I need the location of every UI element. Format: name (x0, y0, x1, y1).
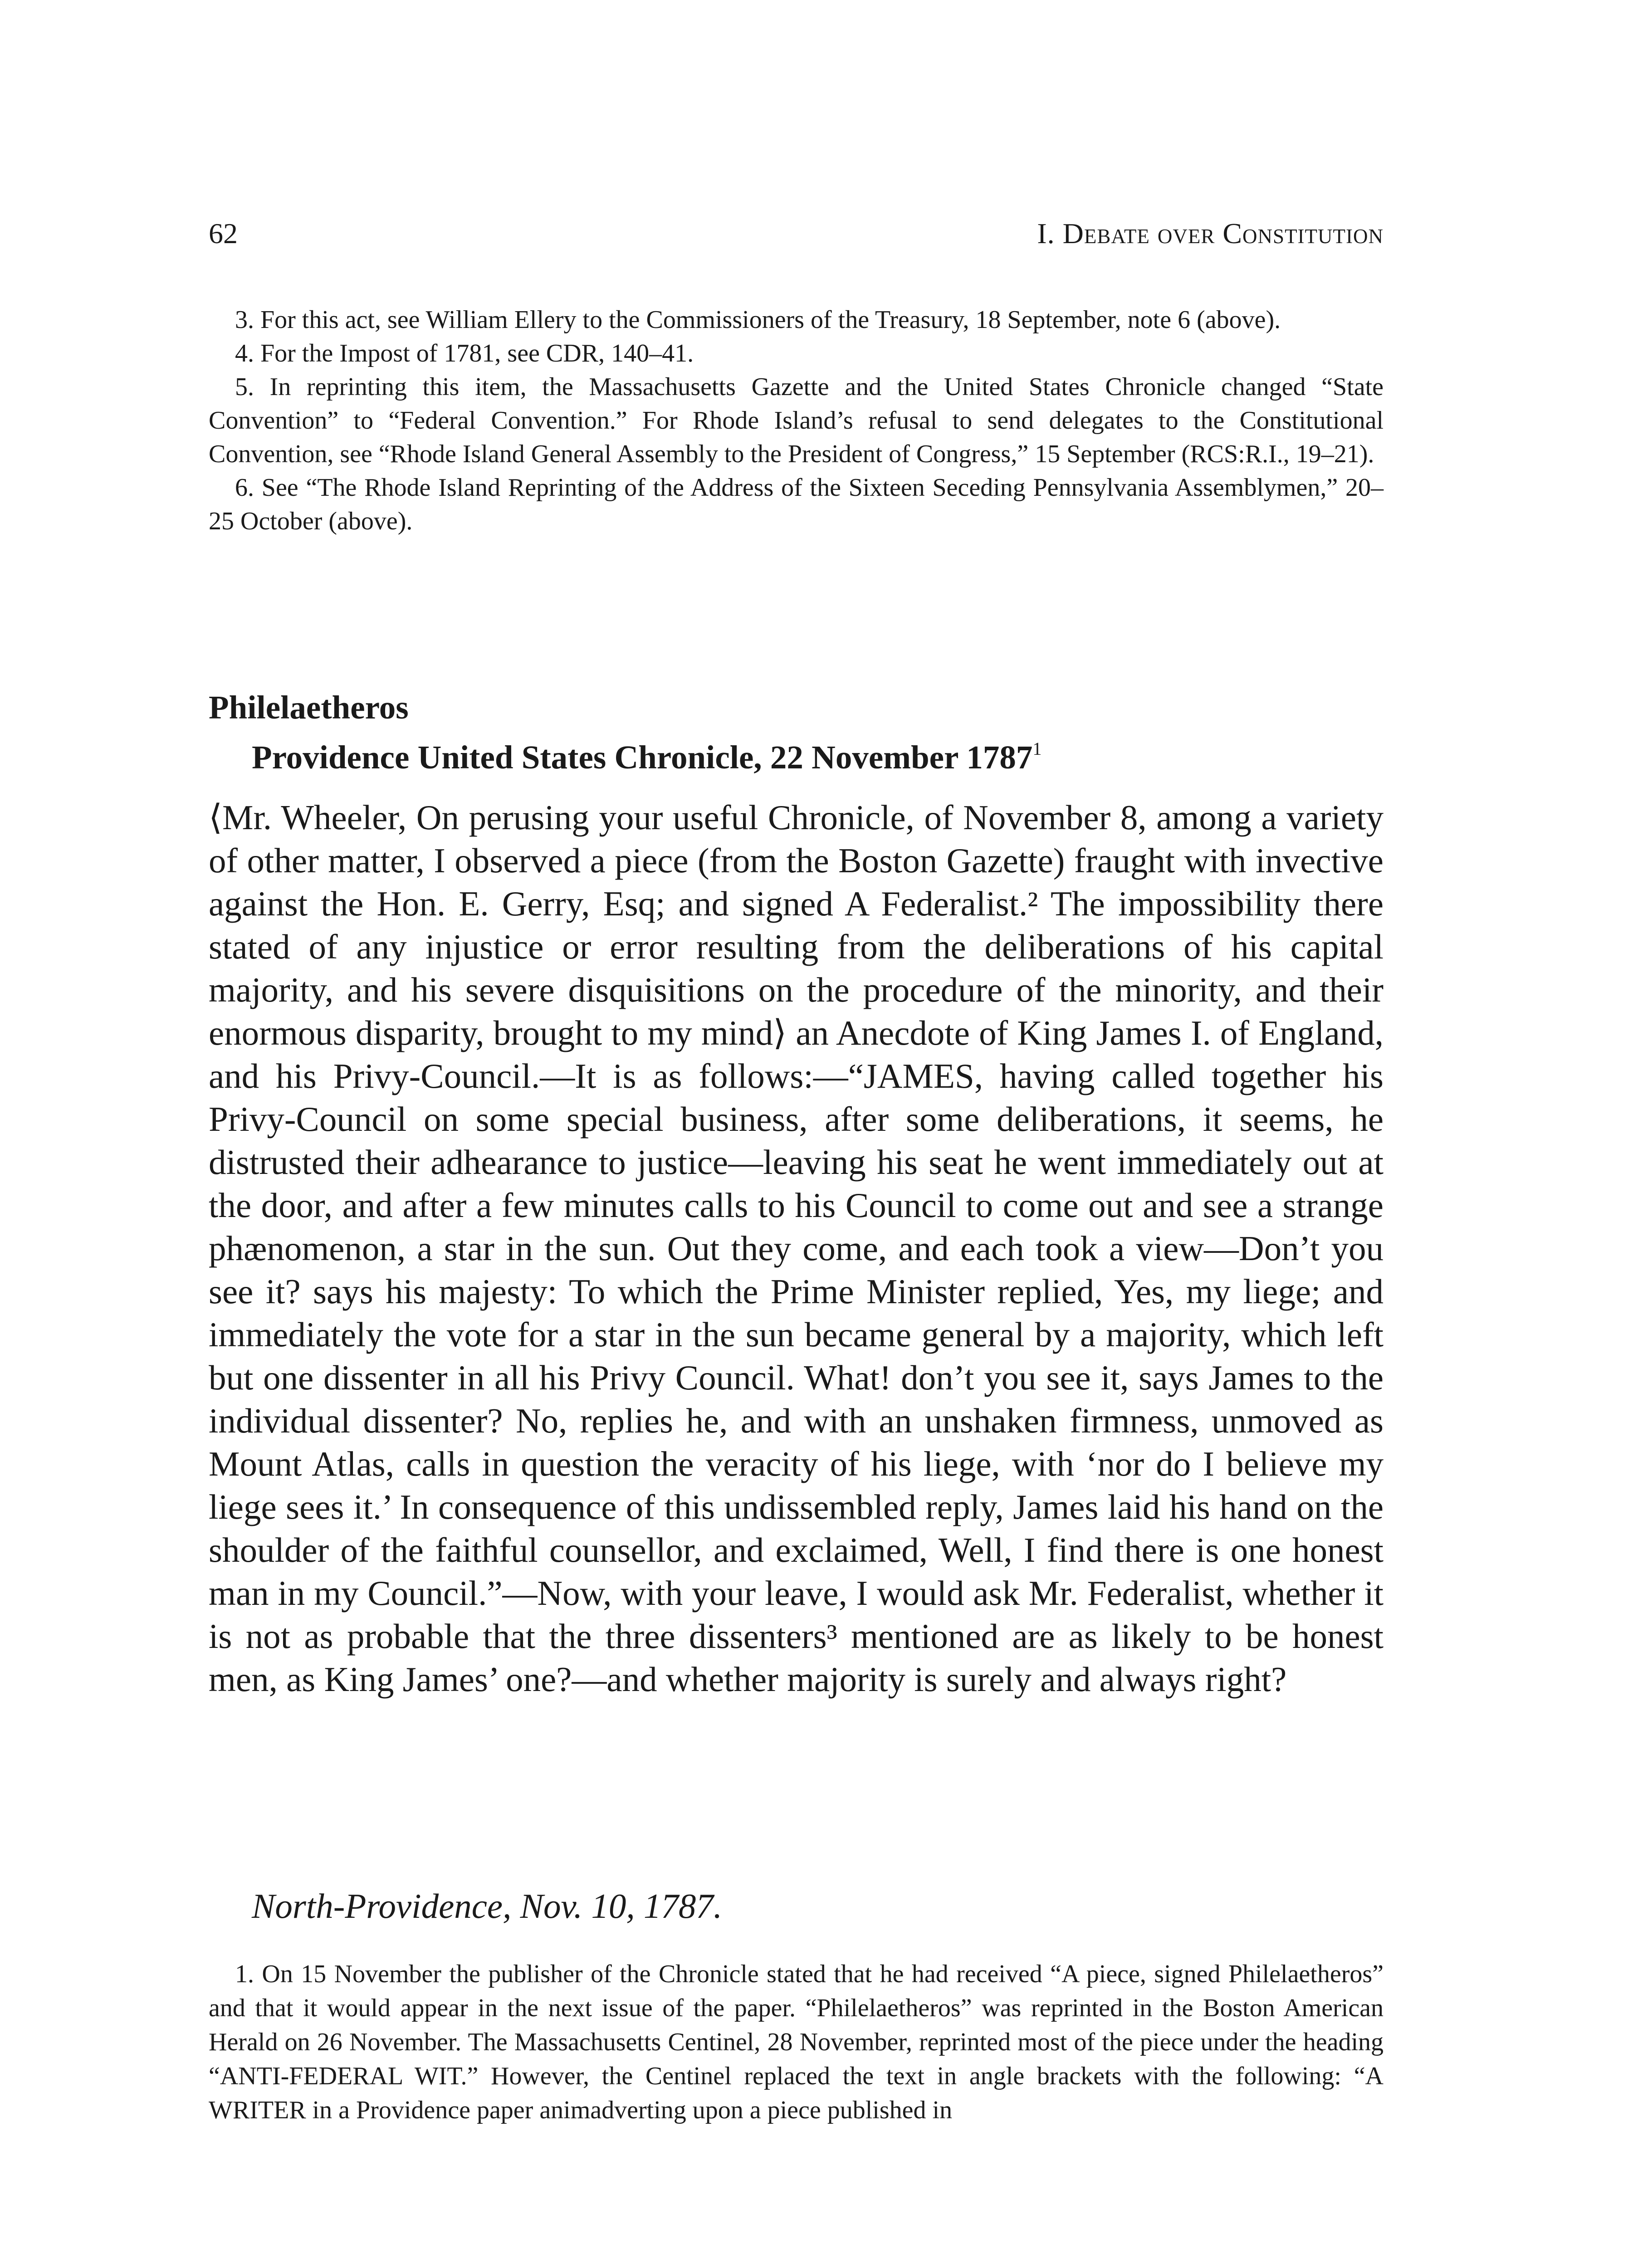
running-head: I. Debate over Constitution (1037, 217, 1384, 249)
footnotes (209, 1957, 1384, 2127)
footnote-marker-1[interactable]: 1 (1032, 738, 1042, 759)
page-number: 62 (209, 217, 238, 249)
footnote-6: 6. See “The Rhode Island Reprinting of the Address of the Sixteen Seceding Pennsylvania Assemblymen,” 20–25 October (above). (209, 474, 1384, 535)
article-title: Philelaetheros (209, 689, 409, 726)
article-subtitle-line (209, 733, 1384, 782)
dateline: North-Providence, Nov. 10, 1787. (252, 1887, 723, 1926)
page-header (209, 217, 1384, 258)
article-signoff (252, 1885, 1340, 1928)
footnotes-continued (209, 303, 1384, 538)
article-heading (209, 683, 1384, 782)
footnote-4: 4. For the Impost of 1781, see CDR, 140–41. (235, 339, 694, 367)
article-body (209, 796, 1384, 1701)
article-subtitle: Providence United States Chronicle, 22 November 1787 (252, 739, 1033, 776)
footnote-5: 5. In reprinting this item, the Massachusetts Gazette and the United States Chronicle changed “State Convention” to “Federal Convention.” For Rhode Island’s refusal to send delegates to the Constitutional Convention, see “Rhode Island General Assembly to the President of Congress,” 15 September (RCS:R.I., 19–21). (209, 373, 1384, 468)
article-body-paragraph: ⟨Mr. Wheeler, On perusing your useful Chronicle, of November 8, among a variety of other matter, I observed a piece (from the Boston Gazette) fraught with invective against the Hon. E. Gerry, Esq; and signed A Federalist.² The impossibility there stated of any injustice or error resulting from the deliberations of his capital majority, and his severe disquisitions on the procedure of the minority, and their enormous disparity, brought to my mind⟩ an Anecdote of King James I. of England, and his Privy-Council.—It is as follows:—“JAMES, having called together his Privy-Council on some special business, after some deliberations, it seems, he distrusted their adhearance to justice—leaving his seat he went immediately out at the door, and after a few minutes calls to his Council to come out and see a strange phænomenon, a star in the sun. Out they come, and each took a view—Don’t you see it? says his majesty: To which the Prime Minister replied, Yes, my liege; and immediately the vote for a star in the sun became general by a majority, which left but one dissenter in all his Privy Council. What! don’t you see it, says James to the individual dissenter? No, replies he, and with an unshaken firmness, unmoved as Mount Atlas, calls in question the veracity of his liege, with ‘nor do I believe my liege sees it.’ In consequence of this undissembled reply, James laid his hand on the shoulder of the faithful counsellor, and exclaimed, Well, I find there is one honest man in my Council.”—Now, with your leave, I would ask Mr. Federalist, whether it is not as probable that the three dissenters³ mentioned are as likely to be honest men, as King James’ one?—and whether majority is surely and always right? (209, 798, 1384, 1699)
footnote-1: 1. On 15 November the publisher of the Chronicle stated that he had received “A piece, signed Philelaetheros” and that it would appear in the next issue of the paper. “Philelaetheros” was reprinted in the Boston American Herald on 26 November. The Massachusetts Centinel, 28 November, reprinted most of the piece under the heading “ANTI-FEDERAL WIT.” However, the Centinel replaced the text in angle brackets with the following: “A WRITER in a Providence paper animadverting upon a piece published in (209, 1960, 1384, 2124)
footnote-3: 3. For this act, see William Ellery to the Commissioners of the Treasury, 18 September, note 6 (above). (235, 306, 1281, 334)
